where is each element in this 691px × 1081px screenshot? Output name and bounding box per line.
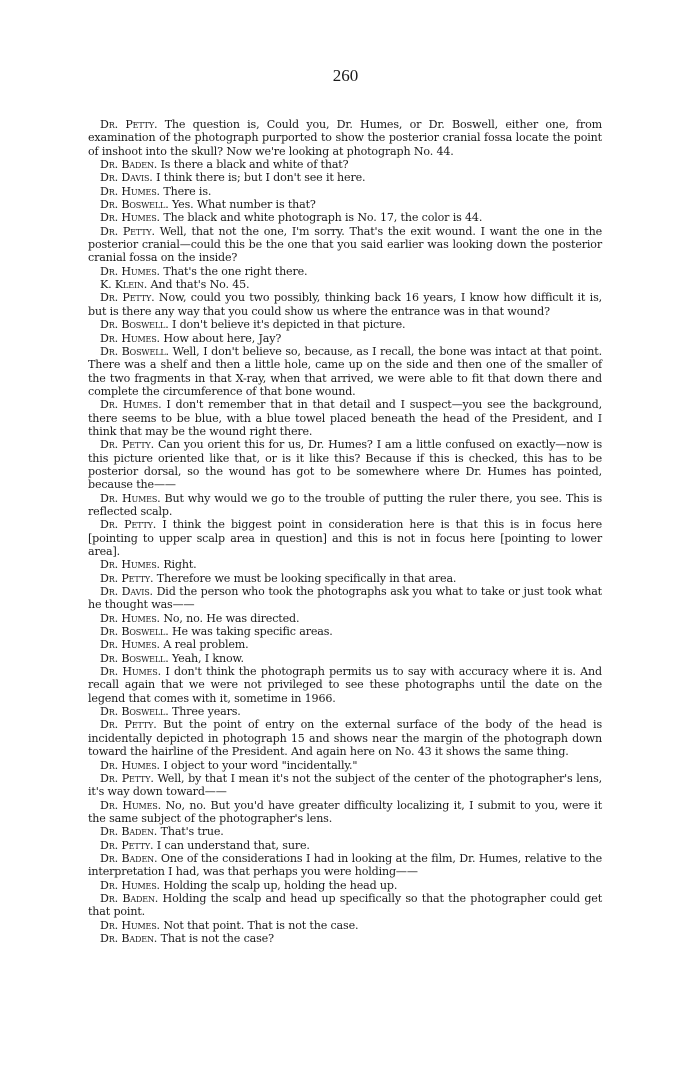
speech-text: Did the person who took the photographs ask you what to take or just took what he thought was—— — [88, 585, 602, 612]
transcript-paragraph — [88, 705, 602, 718]
speech-text: The black and white photograph is No. 17, the color is 44. — [163, 211, 483, 225]
transcript-paragraph — [88, 198, 602, 211]
transcript-paragraph — [88, 291, 602, 318]
speech-text: That's true. — [160, 825, 224, 839]
transcript-paragraph — [88, 185, 602, 198]
speaker-name: Dr. Humes. — [100, 184, 160, 198]
speaker-name: Dr. Baden. — [100, 851, 158, 865]
speaker-name: Dr. Humes. — [100, 758, 160, 772]
speech-text: He was taking specific areas. — [171, 625, 333, 639]
speech-text: Holding the scalp and head up specifically so that the photographer could get that point. — [88, 891, 602, 919]
speech-text: Three years. — [171, 705, 241, 719]
speaker-name: Dr. Boswell. — [100, 318, 169, 332]
speaker-name: Dr. Baden. — [100, 931, 158, 945]
transcript-paragraph — [88, 225, 602, 265]
speaker-name: Dr. Boswell. — [100, 344, 169, 358]
speech-text: I don't remember that in that detail and I suspect—you see the background, there seems to be blue, with a blue towel placed beneath the head of the President, and I think that may be the wound right there. — [88, 398, 602, 438]
transcript-paragraph — [88, 211, 602, 224]
speaker-name: Dr. Boswell. — [100, 705, 169, 719]
transcript-paragraph — [88, 585, 602, 612]
speech-text: Therefore we must be looking specifically in that area. — [156, 571, 457, 585]
speaker-name: Dr. Baden. — [100, 891, 159, 905]
transcript-paragraph — [88, 318, 602, 331]
speech-text: No, no. He was directed. — [163, 611, 300, 625]
transcript-paragraph — [88, 332, 602, 345]
transcript-paragraph — [88, 118, 602, 158]
transcript-paragraph — [88, 799, 602, 826]
transcript-paragraph — [88, 759, 602, 772]
speaker-name: Dr. Davis. — [100, 585, 153, 599]
speech-text: Holding the scalp up, holding the head up. — [163, 878, 398, 892]
transcript-paragraph — [88, 825, 602, 838]
speech-text: But the point of entry on the external surface of the body of the head is incidentally depicted in photograph 15 and shows near the margin of the photograph down toward the hairline of the President. And again here on No. 43 it shows the same thing. — [88, 718, 602, 759]
speaker-name: Dr. Humes. — [100, 918, 160, 932]
transcript-paragraph — [88, 892, 602, 919]
speech-text: One of the considerations I had in looking at the film, Dr. Humes, relative to the interpretation I had, was that perhaps you were holding—— — [88, 851, 602, 879]
speaker-name: Dr. Humes. — [100, 558, 160, 572]
transcript-paragraph — [88, 638, 602, 651]
speech-text: I think the biggest point in consideration here is that this is in focus here [pointing to upper scalp area in question] and this is not in focus here [pointing to lower area]. — [88, 518, 602, 558]
transcript-body — [88, 118, 602, 945]
speaker-name: Dr. Humes. — [100, 638, 160, 652]
transcript-paragraph — [88, 345, 602, 398]
transcript-paragraph — [88, 398, 602, 438]
speaker-name: Dr. Davis. — [100, 171, 153, 185]
transcript-paragraph — [88, 879, 602, 892]
transcript-paragraph — [88, 492, 602, 519]
speaker-name: Dr. Humes. — [100, 878, 160, 892]
speech-text: Can you orient this for us, Dr. Humes? I am a little confused on exactly—now is this picture oriented like that, or is it like this? Because if this is checked, this has to be posterior dorsal, so the wound has got to be somewhere where Dr. Humes has pointed, because the—— — [88, 438, 603, 492]
speaker-name: Dr. Petty. — [100, 224, 155, 238]
speech-text: But why would we go to the trouble of putting the ruler there, you see. This is reflected scalp. — [88, 491, 602, 518]
speaker-name: Dr. Petty. — [100, 571, 154, 585]
transcript-paragraph — [88, 919, 602, 932]
speaker-name: Dr. Baden. — [100, 825, 158, 839]
speech-text: I object to your word "incidentally." — [163, 758, 358, 772]
speaker-name: Dr. Humes. — [100, 398, 162, 412]
speech-text: I don't think the photograph permits us to say with accuracy where it is. And recall again that we were not privileged to see these photographs until the date on the legend that comes with it, sometime in 1966. — [88, 665, 602, 705]
speech-text: That's the one right there. — [163, 264, 308, 278]
speech-text: Is there a black and white of that? — [160, 158, 349, 172]
transcript-paragraph — [88, 625, 602, 638]
speaker-name: Dr. Petty. — [100, 518, 157, 532]
transcript-paragraph — [88, 718, 602, 758]
transcript-paragraph — [88, 265, 602, 278]
transcript-paragraph — [88, 932, 602, 945]
speaker-name: Dr. Petty. — [100, 718, 157, 732]
transcript-paragraph — [88, 438, 602, 491]
speaker-name: Dr. Petty. — [100, 438, 155, 452]
speech-text: I don't believe it's depicted in that picture. — [171, 318, 406, 332]
transcript-paragraph — [88, 652, 602, 665]
speaker-name: Dr. Humes. — [100, 264, 160, 278]
transcript-paragraph — [88, 772, 602, 799]
speech-text: I think there is; but I don't see it here. — [156, 171, 366, 185]
speech-text: Yeah, I know. — [171, 651, 244, 665]
speech-text: The question is, Could you, Dr. Humes, or Dr. Boswell, either one, from examination of the photograph purported to show the posterior cranial fossa locate the point of inshoot into the skull? Now we're looking at photograph No. 44. — [88, 118, 602, 158]
speech-text: There is. — [163, 184, 212, 198]
speech-text: And that's No. 45. — [150, 278, 250, 292]
page-number: 260 — [332, 66, 359, 85]
speech-text: Well, I don't believe so, because, as I recall, the bone was intact at that point. There was a shelf and then a little hole, came up on the side and then one of the smaller of the two fragments in that X-ray, when that arrived, we were able to fit that down there and complete the circumference of that bone wound. — [88, 344, 602, 398]
speech-text: How about here, Jay? — [163, 331, 282, 345]
speaker-name: Dr. Petty. — [100, 118, 158, 131]
speech-text: Well, by that I mean it's not the subject of the center of the photographer's lens, it's way down toward—— — [88, 771, 602, 799]
transcript-paragraph — [88, 852, 602, 879]
transcript-paragraph — [88, 171, 602, 184]
transcript-paragraph — [88, 518, 602, 558]
speech-text: Now, could you two possibly, thinking back 16 years, I know how difficult it is, but is there any way that you could show us where the entrance was in that wound? — [88, 291, 602, 318]
speaker-name: Dr. Humes. — [100, 491, 161, 505]
speech-text: I can understand that, sure. — [156, 838, 310, 852]
speech-text: No, no. But you'd have greater difficulty localizing it, I submit to you, were it the same subject of the photographer's lens. — [88, 798, 603, 825]
transcript-paragraph — [88, 278, 602, 291]
speaker-name: Dr. Humes. — [100, 798, 161, 812]
speech-text: Yes. What number is that? — [171, 198, 316, 212]
speaker-name: Dr. Humes. — [100, 665, 161, 679]
speaker-name: Dr. Petty. — [100, 838, 154, 852]
speaker-name: Dr. Humes. — [100, 211, 160, 225]
speaker-name: Dr. Humes. — [100, 611, 160, 625]
speech-text: A real problem. — [163, 638, 249, 652]
transcript-paragraph — [88, 572, 602, 585]
transcript-paragraph — [88, 558, 602, 571]
transcript-paragraph — [88, 612, 602, 625]
speaker-name: Dr. Humes. — [100, 331, 160, 345]
speech-text: That is not the case? — [160, 931, 274, 945]
speaker-name: Dr. Boswell. — [100, 198, 169, 212]
transcript-paragraph — [88, 839, 602, 852]
transcript-paragraph — [88, 158, 602, 171]
speaker-name: Dr. Boswell. — [100, 625, 169, 639]
speech-text: Not that point. That is not the case. — [163, 918, 359, 932]
speaker-name: Dr. Petty. — [100, 291, 155, 305]
speaker-name: K. Klein. — [100, 278, 148, 292]
speaker-name: Dr. Petty. — [100, 771, 154, 785]
speaker-name: Dr. Boswell. — [100, 651, 169, 665]
speech-text: Right. — [163, 558, 197, 572]
speaker-name: Dr. Baden. — [100, 158, 158, 172]
speech-text: Well, that not the one, I'm sorry. That's the exit wound. I want the one in the posterior cranial—could this be the one that you said earlier was looking down the posterior cranial fossa on the inside? — [88, 224, 602, 265]
transcript-paragraph — [88, 665, 602, 705]
